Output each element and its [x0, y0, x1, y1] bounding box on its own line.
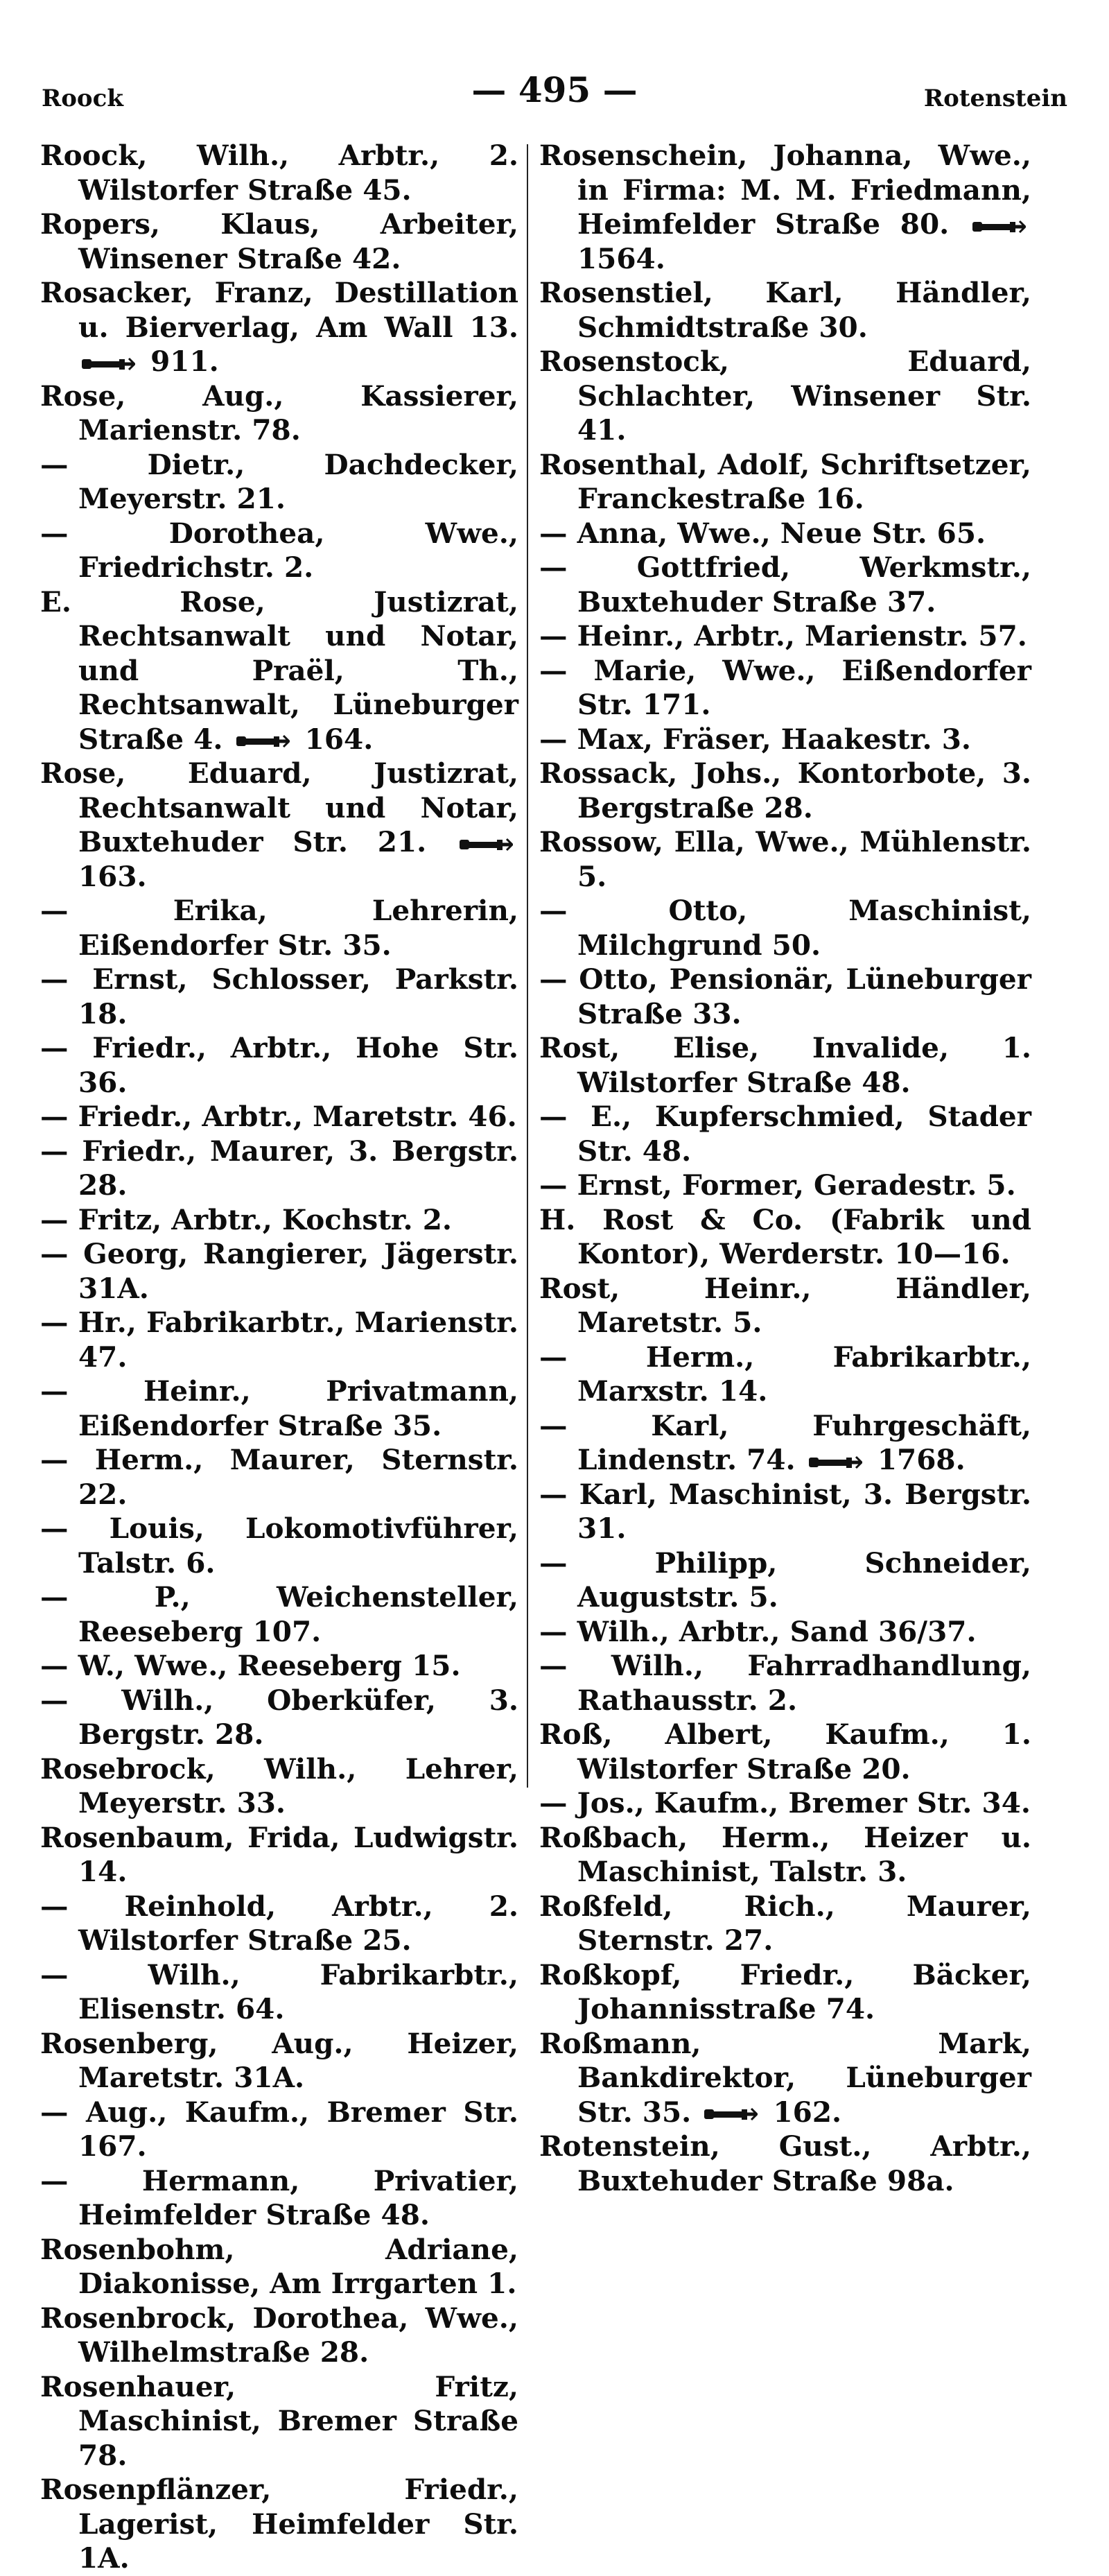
entry-text: — Hr., Fabrikarbtr., Marienstr. 47. [40, 1306, 518, 1374]
entry-text: — Friedr., Maurer, 3. Bergstr. 28. [40, 1134, 518, 1202]
telephone-number: 1768. [877, 1443, 966, 1476]
telephone-icon [81, 356, 135, 372]
entry-text: Rotenstein, Gust., Arbtr., Buxtehuder Straße 98a. [539, 2129, 1031, 2197]
directory-entry [539, 1615, 1031, 1650]
entry-text: — Ernst, Former, Geradestr. 5. [539, 1168, 1016, 1202]
directory-entry [40, 2473, 518, 2576]
directory-entry [40, 1958, 518, 2027]
entry-text: — Marie, Wwe., Eißendorfer Str. 171. [539, 653, 1031, 721]
entry-text: Rosenhauer, Fritz, Maschinist, Bremer Straße 78. [40, 2369, 518, 2472]
directory-entry [539, 2129, 1031, 2198]
directory-entry [539, 1821, 1031, 1890]
directory-entry [539, 1958, 1031, 2027]
directory-entry [539, 1203, 1031, 1272]
directory-entry [539, 1031, 1031, 1100]
entry-text: — E., Kupferschmied, Stader Str. 48. [539, 1100, 1031, 1168]
directory-entry [539, 757, 1031, 825]
entry-text: — Louis, Lokomotivführer, Talstr. 6. [40, 1512, 518, 1580]
entry-text: Rosenstiel, Karl, Händler, Schmidtstraße 30. [539, 276, 1031, 344]
telephone-number: 164. [304, 722, 374, 756]
directory-entry [539, 1890, 1031, 1958]
entry-text: — W., Wwe., Reeseberg 15. [40, 1649, 461, 1682]
directory-entry [40, 379, 518, 448]
directory-entry [539, 517, 1031, 551]
directory-entry [539, 825, 1031, 894]
directory-entry [539, 276, 1031, 345]
telephone-icon [459, 836, 513, 853]
entry-text: — Wilh., Fahrradhandlung, Rathausstr. 2. [539, 1649, 1031, 1717]
header-right-catchword: Rotenstein [923, 85, 1067, 112]
directory-entry [40, 1374, 518, 1443]
entry-text: — Gottfried, Werkmstr., Buxtehuder Straße 37. [539, 551, 1031, 619]
entry-text: — Hermann, Privatier, Heimfelder Straße 48. [40, 2163, 518, 2231]
entry-text: — Philipp, Schneider, Auguststr. 5. [539, 1546, 1031, 1614]
telephone-icon [704, 2106, 758, 2123]
entry-text: Rosenthal, Adolf, Schriftsetzer, Franckestraße 16. [539, 447, 1031, 515]
directory-entry [40, 448, 518, 517]
directory-entry [40, 1134, 518, 1203]
entry-text: — Dietr., Dachdecker, Meyerstr. 21. [40, 447, 518, 515]
directory-entry [539, 1272, 1031, 1340]
entry-text: H. Rost & Co. (Fabrik und Kontor), Werderstr. 10—16. [539, 1202, 1031, 1270]
entry-text: — Wilh., Fabrikarbtr., Elisenstr. 64. [40, 1957, 518, 2025]
right-column [539, 139, 1031, 2198]
directory-entry [40, 1031, 518, 1100]
entry-text: Rossack, Johs., Kontorbote, 3. Bergstraße 28. [539, 757, 1031, 824]
entry-text: — Aug., Kaufm., Bremer Str. 167. [40, 2095, 518, 2163]
entry-text: Rose, Eduard, Justizrat, Rechtsanwalt und Notar, Buxtehuder Str. 21. [40, 757, 518, 858]
page-number: — 495 — [471, 69, 638, 110]
entry-text: Roock, Wilh., Arbtr., 2. Wilstorfer Straße 45. [40, 139, 518, 207]
entry-text: Roßbach, Herm., Heizer u. Maschinist, Talstr. 3. [539, 1820, 1031, 1888]
directory-entry [539, 1718, 1031, 1786]
directory-entry [40, 1890, 518, 1958]
entry-text: — Wilh., Oberküfer, 3. Bergstr. 28. [40, 1683, 518, 1751]
directory-entry [40, 585, 518, 757]
directory-entry [40, 1580, 518, 1649]
entry-text: — Erika, Lehrerin, Eißendorfer Str. 35. [40, 894, 518, 962]
entry-text: Roß, Albert, Kaufm., 1. Wilstorfer Straße 20. [539, 1718, 1031, 1786]
entry-text: — P., Weichensteller, Reeseberg 107. [40, 1580, 518, 1648]
directory-entry [539, 139, 1031, 276]
entry-text: — Karl, Fuhrgeschäft, Lindenstr. 74. [539, 1408, 1031, 1476]
entry-text: Rosenberg, Aug., Heizer, Maretstr. 31A. [40, 2026, 518, 2094]
directory-entry [539, 619, 1031, 654]
entry-text: Rosenbohm, Adriane, Diakonisse, Am Irrgarten 1. [40, 2232, 518, 2300]
entry-text: — Otto, Pensionär, Lüneburger Straße 33. [539, 962, 1031, 1030]
entry-text: Ropers, Klaus, Arbeiter, Winsener Straße 42. [40, 207, 518, 275]
entry-text: — Friedr., Arbtr., Maretstr. 46. [40, 1100, 517, 1133]
telephone-icon [236, 733, 290, 750]
entry-text: — Dorothea, Wwe., Friedrichstr. 2. [40, 516, 518, 584]
directory-entry [40, 1512, 518, 1580]
entry-text: Rost, Heinr., Händler, Maretstr. 5. [539, 1271, 1031, 1339]
entry-text: — Reinhold, Arbtr., 2. Wilstorfer Straße 25. [40, 1889, 518, 1957]
entry-text: E. Rose, Justizrat, Rechtsanwalt und Notar, und Praël, Th., Rechtsanwalt, Lüneburger Straße 4. [40, 585, 518, 756]
directory-entry [539, 654, 1031, 723]
directory-entry [539, 1786, 1031, 1821]
directory-entry [539, 894, 1031, 962]
directory-entry [40, 1684, 518, 1752]
directory-entry [40, 1649, 518, 1684]
directory-entry [539, 1649, 1031, 1718]
directory-entry [40, 1237, 518, 1306]
entry-text: — Anna, Wwe., Neue Str. 65. [539, 516, 986, 550]
entry-text: — Herm., Maurer, Sternstr. 22. [40, 1443, 518, 1511]
directory-entry [40, 2027, 518, 2095]
directory-entry [40, 1821, 518, 1890]
entry-text: Rost, Elise, Invalide, 1. Wilstorfer Straße 48. [539, 1031, 1031, 1099]
directory-entry [40, 894, 518, 962]
entry-text: — Herm., Fabrikarbtr., Marxstr. 14. [539, 1340, 1031, 1408]
directory-entry [40, 1752, 518, 1821]
entry-text: — Fritz, Arbtr., Kochstr. 2. [40, 1202, 453, 1236]
entry-text: — Wilh., Arbtr., Sand 36/37. [539, 1614, 977, 1648]
header-left-catchword: Roock [42, 85, 123, 112]
directory-entry [40, 757, 518, 894]
directory-entry [40, 517, 518, 585]
directory-entry [40, 1100, 518, 1134]
directory-entry [539, 1409, 1031, 1478]
directory-entry [40, 2233, 518, 2301]
telephone-number: 911. [150, 345, 219, 378]
directory-entry [539, 1168, 1031, 1203]
telephone-number: 162. [773, 2095, 842, 2129]
directory-entry [40, 1306, 518, 1374]
entry-text: Rosenstock, Eduard, Schlachter, Winsener Str. 41. [539, 345, 1031, 447]
entry-text: Rose, Aug., Kassierer, Marienstr. 78. [40, 379, 518, 447]
directory-entry [40, 139, 518, 207]
directory-entry [40, 962, 518, 1031]
telephone-icon [808, 1454, 862, 1471]
directory-entry [40, 2164, 518, 2233]
directory-entry [539, 1478, 1031, 1546]
directory-entry [539, 723, 1031, 757]
entry-text: Rossow, Ella, Wwe., Mühlenstr. 5. [539, 825, 1031, 893]
page-header [42, 69, 1067, 125]
directory-entry [539, 2027, 1031, 2130]
directory-entry [539, 1100, 1031, 1168]
directory-entry [539, 962, 1031, 1031]
directory-entry [40, 207, 518, 276]
telephone-icon [972, 218, 1026, 235]
entry-text: — Otto, Maschinist, Milchgrund 50. [539, 894, 1031, 962]
entry-text: — Karl, Maschinist, 3. Bergstr. 31. [539, 1477, 1031, 1545]
directory-entry [40, 2301, 518, 2370]
column-divider [527, 144, 528, 1788]
directory-entry [539, 345, 1031, 448]
directory-entry [40, 276, 518, 379]
entry-text: Rosenbrock, Dorothea, Wwe., Wilhelmstraße 28. [40, 2301, 518, 2369]
directory-entry [40, 2370, 518, 2473]
telephone-number: 163. [78, 859, 147, 893]
entry-text: Rosenpflänzer, Friedr., Lagerist, Heimfelder Str. 1A. [40, 2473, 518, 2575]
directory-entry [40, 2095, 518, 2164]
directory-entry [539, 1340, 1031, 1409]
entry-text: — Jos., Kaufm., Bremer Str. 34. [539, 1786, 1031, 1819]
entry-text: Roßmann, Mark, Bankdirektor, Lüneburger Str. 35. [539, 2026, 1031, 2129]
directory-entry [539, 1546, 1031, 1615]
entry-text: Rosacker, Franz, Destillation u. Bierverlag, Am Wall 13. [40, 276, 518, 344]
directory-entry [40, 1443, 518, 1512]
entry-text: Rosenbaum, Frida, Ludwigstr. 14. [40, 1820, 518, 1888]
directory-entry [539, 448, 1031, 517]
entry-text: — Max, Fräser, Haakestr. 3. [539, 722, 971, 756]
entry-text: Rosebrock, Wilh., Lehrer, Meyerstr. 33. [40, 1752, 518, 1819]
entry-text: — Georg, Rangierer, Jägerstr. 31A. [40, 1237, 518, 1305]
entry-text: Rosenschein, Johanna, Wwe., in Firma: M. M. Friedmann, Heimfelder Straße 80. [539, 139, 1031, 241]
entry-text: — Ernst, Schlosser, Parkstr. 18. [40, 962, 518, 1030]
left-column [40, 139, 518, 2576]
entry-text: — Heinr., Privatmann, Eißendorfer Straße 35. [40, 1374, 518, 1442]
entry-text: — Heinr., Arbtr., Marienstr. 57. [539, 619, 1027, 652]
entry-text: — Friedr., Arbtr., Hohe Str. 36. [40, 1031, 518, 1099]
telephone-number: 1564. [577, 241, 665, 275]
entry-text: Roßfeld, Rich., Maurer, Sternstr. 27. [539, 1889, 1031, 1957]
directory-entry [539, 551, 1031, 619]
directory-entry [40, 1203, 518, 1238]
entry-text: Roßkopf, Friedr., Bäcker, Johannisstraße 74. [539, 1957, 1031, 2025]
